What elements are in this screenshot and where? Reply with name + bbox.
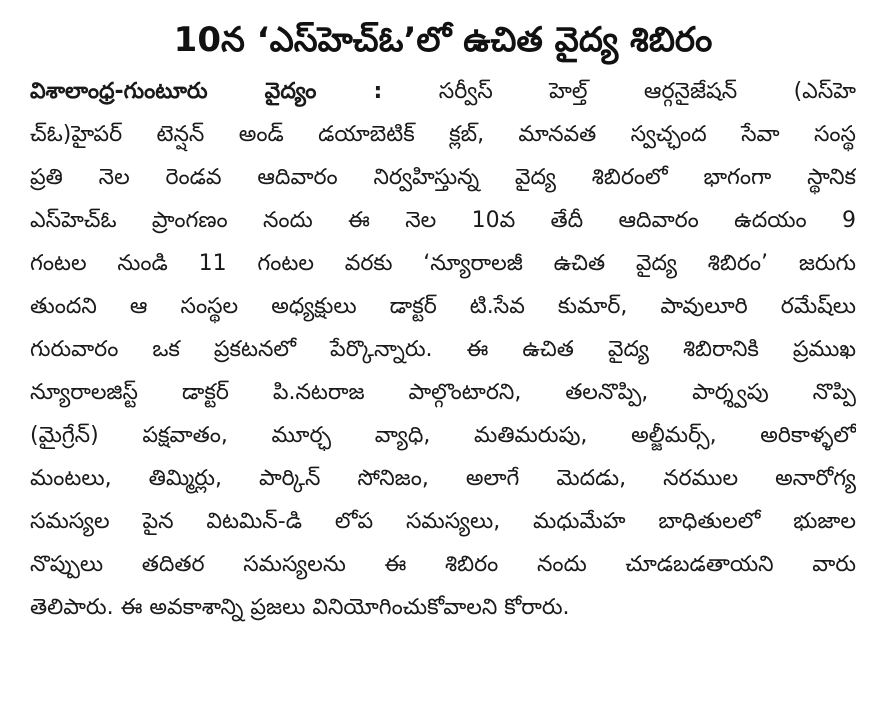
article-line: (మైగ్రేన్) పక్షవాతం, మూర్ఛ వ్యాధి, మతిమరుపు, అల్జీమర్స్, అరికాళ్ళలో (30, 423, 856, 448)
article-line: ప్రతి నెల రెండవ ఆదివారం నిర్వహిస్తున్న వైద్య శిబిరంలో భాగంగా స్థానిక (30, 165, 856, 190)
article-line (30, 70, 856, 113)
article-dateline: విశాలాంధ్ర-గుంటూరు వైద్యం : (30, 79, 383, 104)
article-line: గంటల నుండి 11 గంటల వరకు ‘న్యూరాలజీ ఉచిత వైద్య శిబిరం’ జరుగు (30, 251, 856, 276)
article-line: మంటలు, తిమ్మిర్లు, పార్కిన్ సోనిజం, అలాగే మెదడు, నరముల అనారోగ్య (30, 466, 856, 491)
article-line: నొప్పులు తదితర సమస్యలను ఈ శిబిరం నందు చూడబడతాయని వారు (30, 552, 856, 577)
article-line: తెలిపారు. ఈ అవకాశాన్ని ప్రజలు వినియోగించుకోవాలని కోరారు. (30, 595, 570, 620)
article-line: గురువారం ఒక ప్రకటనలో పేర్కొన్నారు. ఈ ఉచిత వైద్య శిబిరానికి ప్రముఖ (30, 337, 856, 362)
article-line: ఎస్‌హెచ్‌ఓ ప్రాంగణం నందు ఈ నెల 10వ తేదీ ఆదివారం ఉదయం 9 (30, 208, 856, 233)
article-line: సమస్యల పైన విటమిన్-డి లోప సమస్యలు, మధుమేహ బాధితులలో భుజాల (30, 509, 856, 534)
article-line-text: సర్వీస్ హెల్త్ ఆర్గనైజేషన్ (ఎస్‌హె (438, 79, 856, 104)
article-line: తుందని ఆ సంస్థల అధ్యక్షులు డాక్టర్ టి.సేవ కుమార్, పావులూరి రమేష్‌లు (30, 294, 856, 319)
article-line: చ్‌ఓ)హైపర్ టెన్షన్ అండ్ డయాబెటిక్ క్లబ్, మానవత స్వచ్ఛంద సేవా సంస్థ (30, 122, 856, 147)
article-line: న్యూరాలజిస్ట్ డాక్టర్ పి.నటరాజ పాల్గొంటారని, తలనొప్పి, పార్శ్వపు నొప్పి (30, 380, 856, 405)
article-headline: 10న ‘ఎస్‌హెచ్‌ఓ’లో ఉచిత వైద్య శిబిరం (173, 20, 713, 60)
article-body (30, 70, 856, 629)
